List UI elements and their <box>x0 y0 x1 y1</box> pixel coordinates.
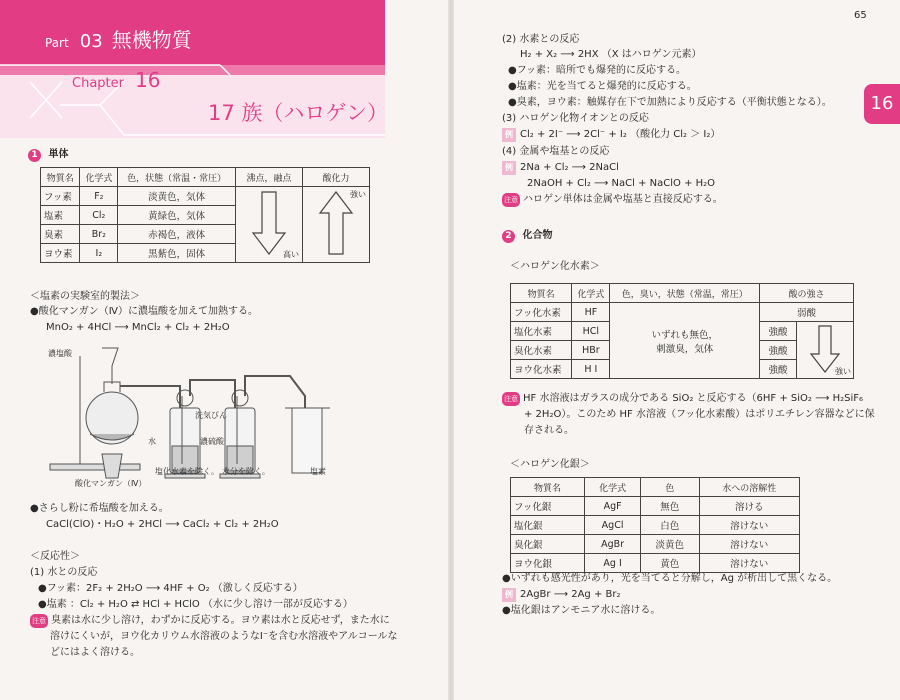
acid-arrow-cell: 強い <box>797 322 854 379</box>
table-row: フッ素 F₂ 淡黄色，気体 高い 強い <box>41 187 370 206</box>
ox-arrow-cell: 強い <box>303 187 370 263</box>
table-row: ヨウ化水素 H I 強酸 <box>511 360 854 379</box>
eq4a-line: 例 2Na + Cl₂ ⟶ 2NaCl <box>502 161 619 175</box>
reactivity-note-line2: 溶けにくいが，ヨウ化カリウム水溶液のようなI⁻を含む水溶液やアルコールな <box>50 631 398 642</box>
label-conc-hcl: 濃塩酸 <box>48 349 72 358</box>
table-row: ヨウ化銀 Ag I 黄色 溶けない <box>511 554 800 573</box>
sub2-title: (2) 水素との反応 <box>502 34 580 45</box>
chlorine-prep-eq2: CaCl(ClO)・H₂O + 2HCl ⟶ CaCl₂ + Cl₂ + 2H₂O <box>46 519 279 530</box>
hf-note-line2: + 2H₂O）。このため HF 水溶液（フッ化水素酸）はポリエチレン容器などに保 <box>524 409 875 420</box>
reactivity-note-line3: どにはよく溶ける。 <box>50 647 140 658</box>
table-row: ヨウ素 I₂ 黒紫色，固体 <box>41 244 370 263</box>
silver-halide-table: 物質名 化学式 色 水への溶解性 フッ化銀 AgF 無色 溶ける 塩化銀 AgCl 白色 溶けない 臭化銀 AgBr 淡黄色 溶けない ヨウ化銀 Ag I 黄色 溶けない <box>510 477 800 573</box>
section-badge: 2 <box>502 230 515 243</box>
reactivity-chlorine: ●塩素 ：Cl₂ + H₂O ⇄ HCl + HClO （水に少し溶け一部が反応する） <box>38 599 353 610</box>
chapter-label: Chapter 16 <box>72 68 161 92</box>
reactivity-note: 注意 臭素は水に少し溶け，わずかに反応する。ヨウ素は水と反応せず，また水に <box>32 615 390 626</box>
part-heading: Part 03 無機物質 <box>45 28 192 52</box>
elements-table: 物質名 化学式 色，状態（常温・常圧） 沸点，融点 酸化力 フッ素 F₂ 淡黄色，気体 高い 強い 塩素 Cl₂ 黄緑色，気体 臭素 Br₂ 赤褐色，液体 ヨウ素 I₂ 黒紫色，固体 <box>40 167 370 263</box>
hx-title: ＜ハロゲン化水素＞ <box>510 261 600 272</box>
bp-arrow-cell: 高い <box>236 187 303 263</box>
fluorine-h-line: ●フッ素：暗所でも爆発的に反応する。 <box>508 65 687 76</box>
chlorine-prep-line2: ●さらし粉に希塩酸を加える。 <box>30 503 169 514</box>
eq3-line: 例 Cl₂ + 2I⁻ ⟶ 2Cl⁻ + I₂ （酸化力 Cl₂ ＞ I₂） <box>502 128 720 142</box>
label-mno2: 酸化マンガン（Ⅳ） <box>75 479 147 488</box>
chapter-title: 17 族（ハロゲン） <box>208 101 388 125</box>
table-row: 臭素 Br₂ 赤褐色，液体 <box>41 225 370 244</box>
silver-halide-title: ＜ハロゲン化銀＞ <box>510 459 590 470</box>
bromine-iodine-h-line: ●臭素，ヨウ素：触媒存在下で加熱により反応する（平衡状態となる）。 <box>508 97 832 108</box>
page-number: 65 <box>854 10 867 21</box>
label-water: 水 <box>148 437 156 446</box>
down-arrow-icon <box>249 188 289 258</box>
reactivity-title: ＜反応性＞ <box>30 551 80 562</box>
note4-line: 注意 ハロゲン単体は金属や塩基と直接反応する。 <box>504 194 723 205</box>
label-remove-hcl: 塩化水素を除く。 <box>155 467 219 476</box>
reactivity-sub1: (1) 水との反応 <box>30 567 98 578</box>
table-row: フッ化水素 HF いずれも無色， 刺激臭，気体 弱酸 <box>511 303 854 322</box>
reactivity-fluorine: ●フッ素：2F₂ + 2H₂O ⟶ 4HF + O₂ （激しく反応する） <box>38 583 303 594</box>
table-row: 塩素 Cl₂ 黄緑色，気体 <box>41 206 370 225</box>
table-row: フッ化銀 AgF 無色 溶ける <box>511 497 800 516</box>
label-conc-h2so4: 濃硫酸 <box>200 437 224 446</box>
table-row: 塩化水素 HCl 強酸 強い <box>511 322 854 341</box>
label-chlorine: 塩素 <box>310 467 326 476</box>
hx-common-cell: いずれも無色， 刺激臭，気体 <box>610 303 760 379</box>
table-row: 臭化銀 AgBr 淡黄色 溶けない <box>511 535 800 554</box>
hydrogen-halide-table: 物質名 化学式 色，臭い，状態（常温，常圧） 酸の強さ フッ化水素 HF いずれも無色， 刺激臭，気体 弱酸 塩化水素 HCl 強酸 強い 臭化水素 HBr 強酸 ヨウ化水素 H I 強酸 <box>510 283 854 379</box>
ammonia-line: ●塩化銀はアンモニア水に溶ける。 <box>502 605 661 616</box>
section-badge: 1 <box>28 149 41 162</box>
label-remove-water: 水分を除く。 <box>222 467 270 476</box>
table-row: 塩化銀 AgCl 白色 溶けない <box>511 516 800 535</box>
eq-silver-line: 例 2AgBr ⟶ 2Ag + Br₂ <box>502 588 620 602</box>
chapter-side-tab: 16 <box>864 84 900 124</box>
right-page <box>452 0 900 700</box>
label-gas-wash-bottle: 洗気びん <box>195 411 227 420</box>
eq4b-line: 2NaOH + Cl₂ ⟶ NaCl + NaClO + H₂O <box>527 178 716 189</box>
hf-note-line1: 注意 HF 水溶液はガラスの成分である SiO₂ と反応する（6HF + SiO₂ ⟶ H₂SiF₆ <box>504 393 863 404</box>
eq-hydrogen: H₂ + X₂ ⟶ 2HX （X はハロゲン元素） <box>520 49 702 60</box>
chlorine-h-line: ●塩素：光を当てると爆発的に反応する。 <box>508 81 697 92</box>
chlorine-prep-title: ＜塩素の実験室的製法＞ <box>30 291 140 302</box>
section-1-heading: 1 単体 <box>28 145 68 162</box>
chlorine-prep-line1: ●酸化マンガン（Ⅳ）に濃塩酸を加えて加熱する。 <box>30 306 258 317</box>
table-row: 臭化水素 HBr 強酸 <box>511 341 854 360</box>
note-tag: 注意 <box>30 614 48 628</box>
sub3-title: (3) ハロゲン化物イオンとの反応 <box>502 113 649 124</box>
sub4-title: (4) 金属や塩基との反応 <box>502 146 610 157</box>
photosensitivity-line: ●いずれも感光性があり，光を当てると分解し，Ag が析出して黒くなる。 <box>502 573 838 584</box>
hf-note-line3: 存される。 <box>524 425 574 436</box>
section-2-heading: 2 化合物 <box>502 226 552 243</box>
chlorine-prep-eq1: MnO₂ + 4HCl ⟶ MnCl₂ + Cl₂ + 2H₂O <box>46 322 230 333</box>
